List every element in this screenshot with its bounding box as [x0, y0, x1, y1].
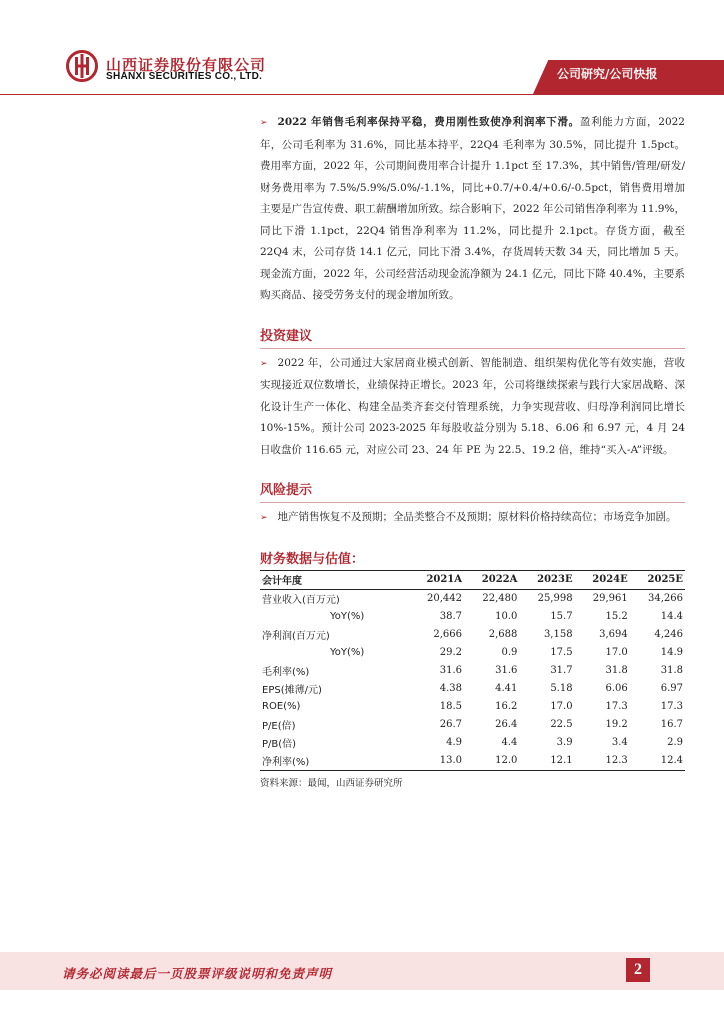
- table-cell: 4.9: [446, 737, 463, 748]
- financials-title: 财务数据与估值：: [260, 551, 365, 567]
- header-divider: [0, 94, 724, 95]
- table-cell: 19.2: [605, 719, 628, 730]
- table-row: [260, 662, 685, 680]
- table-cell: 3.9: [556, 737, 573, 748]
- table-cell: 29.2: [439, 647, 463, 658]
- table-cell: 34,266: [648, 593, 683, 604]
- table-row: [260, 644, 685, 662]
- financial-table: [260, 570, 685, 771]
- row-label: EPS(摊薄/元): [262, 685, 322, 696]
- table-row: [260, 626, 685, 644]
- table-cell: 3,694: [599, 629, 628, 640]
- row-label: YoY(%): [330, 611, 365, 622]
- table-row: [260, 680, 685, 698]
- company-name-cn: 山西证券股份有限公司: [106, 56, 267, 74]
- table-cell: 22.5: [550, 719, 573, 730]
- table-cell: 26.7: [439, 719, 463, 730]
- investment-title: 投资建议: [260, 328, 313, 344]
- company-logo-icon: [66, 50, 98, 82]
- row-label: P/E(倍): [262, 721, 296, 732]
- company-name-en: SHANXI SECURITIES CO., LTD.: [106, 71, 263, 82]
- row-label: YoY(%): [330, 647, 365, 658]
- risk-title: 风险提示: [260, 483, 313, 498]
- table-cell: 17.3: [660, 701, 683, 712]
- main-content: [260, 112, 685, 789]
- table-cell: 10.0: [495, 611, 518, 622]
- table-cell: 31.6: [439, 665, 463, 676]
- table-cell: 12.1: [519, 752, 574, 771]
- table-cell: 2,666: [433, 629, 463, 640]
- table-cell: 17.0: [605, 647, 628, 658]
- bullet-arrow-icon: ➢: [260, 513, 268, 523]
- table-cell: 15.2: [605, 611, 628, 622]
- table-cell: 6.97: [660, 683, 683, 694]
- table-cell: 6.06: [605, 683, 628, 694]
- disclaimer-link: 请务必阅读最后一页股票评级说明和免责声明: [62, 966, 333, 981]
- table-cell: 14.9: [660, 647, 683, 658]
- table-row: [260, 752, 685, 771]
- table-cell: 18.5: [439, 701, 463, 712]
- table-row: [260, 608, 685, 626]
- table-cell: 38.7: [439, 611, 463, 622]
- table-cell: 5.18: [550, 683, 573, 694]
- table-cell: 4.41: [495, 683, 518, 694]
- table-cell: 4.38: [439, 683, 463, 694]
- bullet-arrow-icon: ➢: [260, 118, 268, 128]
- table-cell: 12.3: [575, 752, 630, 771]
- table-cell: 14.4: [660, 611, 683, 622]
- table-header-row: [260, 570, 685, 589]
- table-cell: 2.9: [667, 737, 683, 748]
- report-category: 公司研究/公司快报: [557, 67, 658, 81]
- investment-body: 2022 年，公司通过大家居商业模式创新、智能制造、组织架构优化等有效实施，营收实现接近双位数增长，业绩保持正增长。2023 年，公司将继续探索与践行大家居战略、深化设计生产一体化、构建全品类齐套交付管理系统，力争实现营收、归母净利润同比增长 10%-15%。预计公司 2023-2025 年每股收益分别为 5.18、6.06 和 6.97 元，4 月 24 日收盘价 116.65 元，对应公司 23、24 年 PE 为 22.5、19.2 倍，维持“买入-A”评级。: [260, 356, 685, 456]
- table-cell: 4,246: [654, 629, 683, 640]
- table-cell: 31.8: [660, 665, 683, 676]
- table-cell: 17.0: [550, 701, 573, 712]
- table-cell: 29,961: [592, 593, 628, 604]
- row-label: 毛利率(%): [262, 667, 310, 678]
- paragraph-lead: 2022 年销售毛利率保持平稳，费用刚性致使净利润率下滑。: [277, 116, 580, 128]
- table-cell: 16.7: [660, 719, 683, 730]
- table-row: [260, 589, 685, 608]
- column-header: 2024E: [575, 570, 630, 589]
- column-header: 会计年度: [260, 570, 409, 589]
- section-divider: [260, 502, 685, 503]
- bullet-arrow-icon: ➢: [260, 358, 268, 369]
- table-cell: 13.0: [409, 752, 464, 771]
- profitability-paragraph: [260, 112, 685, 307]
- table-cell: 25,998: [537, 593, 573, 604]
- table-row: [260, 734, 685, 752]
- table-cell: 31.7: [550, 665, 573, 676]
- table-cell: 2,688: [488, 629, 518, 640]
- paragraph-body: 盈利能力方面，2022 年，公司毛利率为 31.6%，同比基本持平，22Q4 毛利率为 30.5%，同比提升 1.5pct。费用率方面，2022 年，公司期间费用率合计提升 1.1pct 至 17.3%，其中销售/管理/研发/财务费用率为 7.5%/5.9%/5.0%/-1.1%，同比+0.7/+0.4/+0.6/-0.5pct，销售费用增加主要是广告宣传费、职工薪酬增加所致。综合影响下，2022 年公司销售净利率为 11.9%，同比下滑 1.1pct，22Q4 销售净利率为 11.2%，同比提升 2.1pct。存货方面，截至 22Q4 末，公司存货 14.1 亿元，同比下滑 3.4%，存货周转天数 34 天，同比增加 5 天。现金流方面，2022 年，公司经营活动现金流净额为 24.1 亿元，同比下降 40.4%，主要系购买商品、接受劳务支付的现金增加所致。: [260, 116, 685, 301]
- table-cell: 20,442: [427, 593, 463, 604]
- page-number: 2: [626, 958, 650, 982]
- table-cell: 12.4: [630, 752, 685, 771]
- data-source-note: 资料来源：最闻，山西证券研究所: [260, 777, 403, 789]
- page-header: [0, 0, 724, 96]
- row-label: 净利润(百万元): [262, 631, 330, 642]
- row-label: P/B(倍): [262, 739, 297, 750]
- table-cell: 31.8: [605, 665, 628, 676]
- page-footer: [0, 952, 724, 992]
- table-cell: 26.4: [495, 719, 518, 730]
- table-row: [260, 698, 685, 716]
- risk-body: 地产销售恢复不及预期；全品类整合不及预期；原材料价格持续高位；市场竞争加剧。: [277, 511, 677, 523]
- table-cell: 31.6: [495, 665, 518, 676]
- investment-paragraph: [260, 353, 685, 462]
- table-cell: 12.0: [464, 752, 519, 771]
- row-label: 营业收入(百万元): [262, 595, 340, 606]
- table-cell: 4.4: [501, 737, 518, 748]
- column-header: 2023E: [519, 570, 574, 589]
- row-label: 净利率(%): [260, 752, 409, 771]
- table-cell: 17.3: [605, 701, 628, 712]
- table-cell: 3,158: [543, 629, 573, 640]
- table-cell: 0.9: [501, 647, 518, 658]
- table-cell: 22,480: [482, 593, 518, 604]
- row-label: ROE(%): [262, 701, 301, 712]
- risk-paragraph: [260, 507, 685, 530]
- table-row: [260, 716, 685, 734]
- table-cell: 15.7: [550, 611, 573, 622]
- table-cell: 3.4: [611, 737, 628, 748]
- column-header: 2025E: [630, 570, 685, 589]
- column-header: 2022A: [464, 570, 519, 589]
- table-cell: 16.2: [495, 701, 518, 712]
- section-divider: [260, 348, 685, 349]
- column-header: 2021A: [409, 570, 464, 589]
- table-cell: 17.5: [550, 647, 573, 658]
